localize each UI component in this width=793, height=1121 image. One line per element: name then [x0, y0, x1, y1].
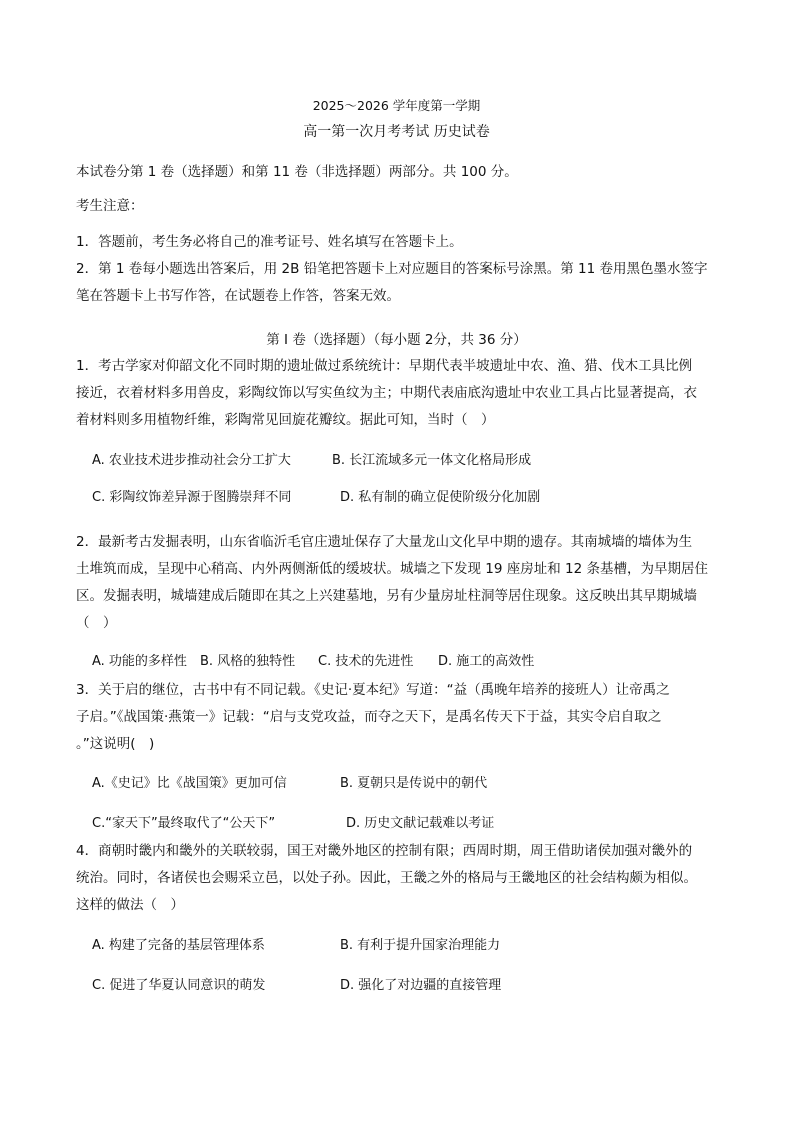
question-1-option-c: C. 彩陶纹饰差异源于图腾崇拜不同	[92, 490, 292, 505]
question-3-line-3: 。”这说明( )	[76, 736, 155, 752]
notice-item-1: 1．答题前，考生务必将自己的准考证号、姓名填写在答题卡上。	[76, 234, 463, 250]
question-3-option-b: B. 夏朝只是传说中的朝代	[340, 776, 488, 791]
notice-heading: 考生注意：	[76, 198, 144, 214]
question-2-line-2: 土堆筑而成，呈现中心稍高、内外两侧渐低的缓坡状。城墙之下发现 19 座房址和 12 条基槽，为早期居住	[76, 561, 709, 577]
question-1-option-d: D. 私有制的确立促使阶级分化加剧	[340, 490, 541, 505]
question-1-line-2: 接近，衣着材料多用兽皮，彩陶纹饰以写实鱼纹为主；中期代表庙底沟遗址中农业工具占比显著提高，衣	[76, 385, 697, 401]
question-2-line-3: 区。发掘表明，城墙建成后随即在其之上兴建墓地，另有少量房址柱洞等居住现象。这反映出其早期城墙	[76, 588, 697, 604]
question-2-option-d: D. 施工的高效性	[438, 654, 535, 669]
question-2-option-c: C. 技术的先进性	[318, 654, 414, 669]
question-3-option-c: C.“家天下”最终取代了“公天下”	[92, 816, 276, 831]
question-3-option-d: D. 历史文献记载难以考证	[346, 816, 495, 831]
question-4-line-3: 这样的做法（ ）	[76, 897, 184, 913]
question-1-option-b: B. 长江流域多元一体文化格局形成	[332, 453, 532, 468]
question-4-option-b: B. 有利于提升国家治理能力	[340, 938, 501, 953]
question-1-option-a: A. 农业技术进步推动社会分工扩大	[92, 453, 291, 468]
question-4-option-a: A. 构建了完备的基层管理体系	[92, 938, 265, 953]
header-year-term: 2025～2026 学年度第一学期	[312, 98, 481, 113]
question-3-line-1: 3．关于启的继位，古书中有不同记载。《史记·夏本纪》写道：“益（禹晚年培养的接班人）让帝禹之	[76, 682, 670, 698]
question-4-line-1: 4．商朝时畿内和畿外的关联较弱，国王对畿外地区的控制有限；西周时期，周王借助诸侯加强对畿外的	[76, 843, 693, 859]
question-2-line-4: （ ）	[76, 615, 117, 631]
question-3-line-2: 子启。”《战国策·燕策一》记载：“启与支党攻益，而夺之天下，是禹名传天下于益，其实令启自取之	[76, 709, 662, 725]
question-1-line-3: 着材料则多用植物纤维，彩陶常见回旋花瓣纹。据此可知，当时（ ）	[76, 412, 495, 428]
intro-text: 本试卷分第 1 卷（选择题）和第 11 卷（非选择题）两部分。共 100 分。	[76, 164, 518, 180]
question-3-option-a: A.《史记》比《战国策》更加可信	[92, 776, 287, 791]
question-4-option-d: D. 强化了对边疆的直接管理	[340, 978, 502, 993]
notice-item-2-line-1: 2．第 1 卷每小题选出答案后，用 2B 铅笔把答题卡上对应题目的答案标号涂黑。第 11 卷用黑色墨水签字	[76, 261, 708, 277]
question-2-option-b: B. 风格的独特性	[200, 654, 296, 669]
section-title: 第 I 卷（选择题）（每小题 2分，共 36 分）	[266, 332, 527, 348]
question-1-line-1: 1．考古学家对仰韶文化不同时期的遗址做过系统统计：早期代表半坡遗址中农、渔、猎、伐木工具比例	[76, 358, 693, 374]
question-2-option-a: A. 功能的多样性	[92, 654, 187, 669]
question-2-line-1: 2．最新考古发掘表明，山东省临沂毛官庄遗址保存了大量龙山文化早中期的遗存。其南城墙的墙体为生	[76, 534, 693, 550]
question-4-option-c: C. 促进了华夏认同意识的萌发	[92, 978, 266, 993]
exam-title: 高一第一次月考考试 历史试卷	[303, 124, 490, 140]
question-4-line-2: 统治。同时，各诸侯也会赐采立邑，以处子孙。因此，王畿之外的格局与王畿地区的社会结构颇为相似。	[76, 870, 697, 886]
notice-item-2-line-2: 笔在答题卡上书写作答，在试题卷上作答，答案无效。	[76, 288, 400, 304]
